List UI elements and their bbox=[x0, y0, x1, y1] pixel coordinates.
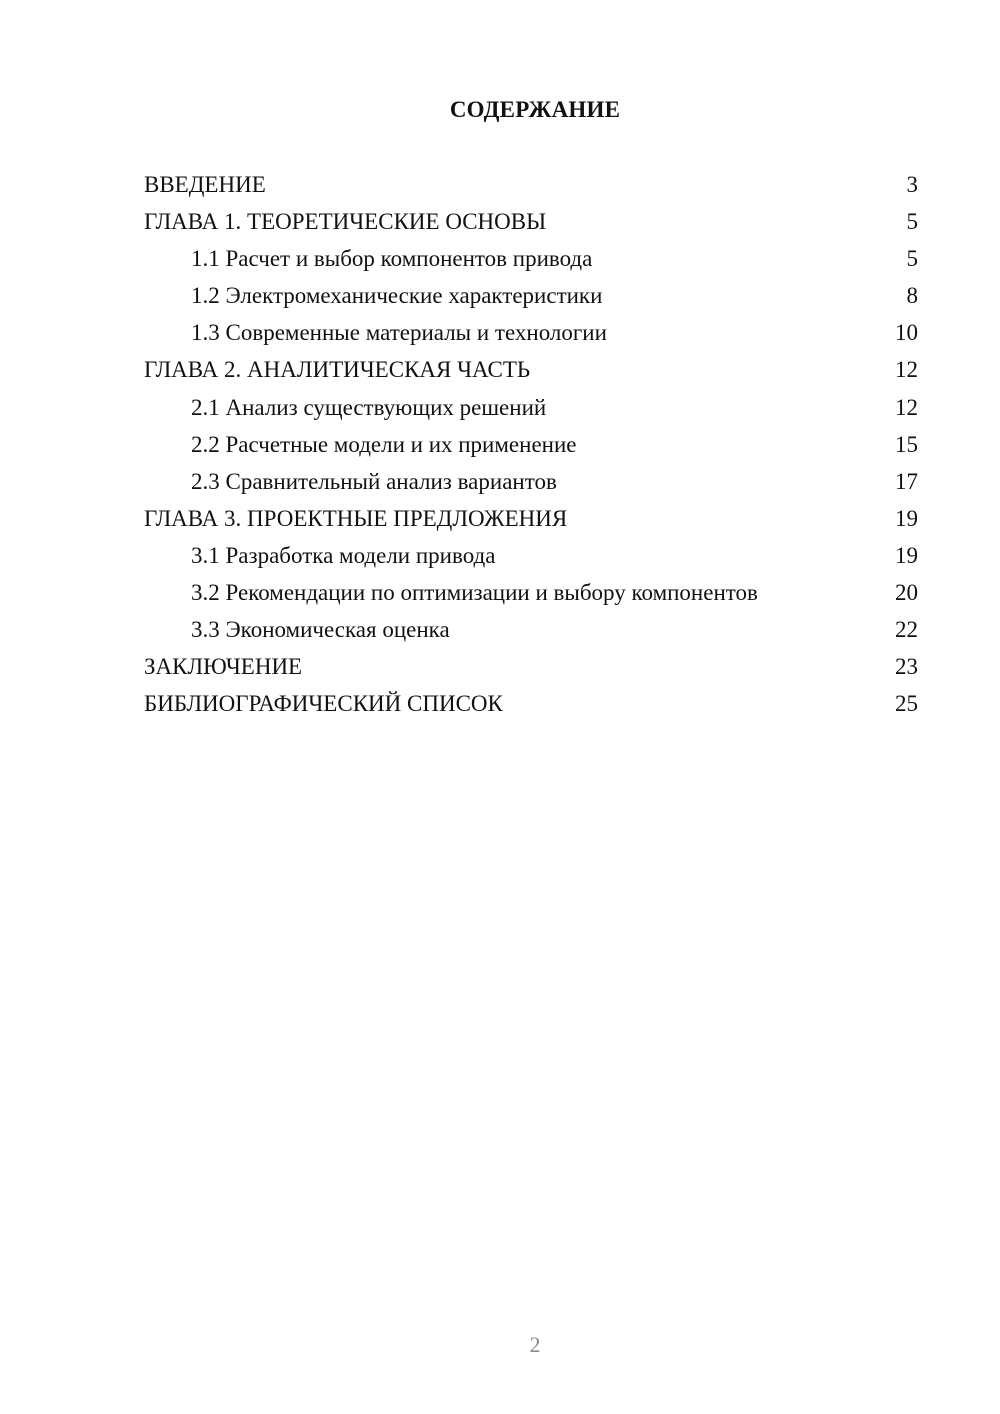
toc-entry-page: 17 bbox=[895, 468, 918, 494]
toc-entry-chapter-1 bbox=[144, 203, 920, 240]
toc-entry-page: 19 bbox=[895, 542, 918, 568]
toc-entry-page: 5 bbox=[906, 209, 918, 235]
toc-entry-title: ГЛАВА 2. АНАЛИТИЧЕСКАЯ ЧАСТЬ bbox=[144, 357, 531, 383]
toc-entry-section-2-1 bbox=[144, 389, 920, 426]
toc-entry-title: ВВЕДЕНИЕ bbox=[144, 172, 266, 197]
toc-entry-page: 5 bbox=[906, 246, 918, 272]
toc-entry-page: 19 bbox=[895, 505, 918, 531]
toc-entry-chapter-3 bbox=[144, 500, 920, 537]
toc-entry-section-1-3 bbox=[144, 314, 920, 351]
toc-entry-page: 12 bbox=[895, 357, 918, 383]
toc-entry-page: 22 bbox=[895, 617, 918, 643]
toc-entry-page: 20 bbox=[895, 580, 918, 606]
toc-entry-title: 1.2 Электромеханические характеристики bbox=[191, 283, 603, 309]
toc-entry-section-3-1 bbox=[144, 537, 920, 574]
toc-entry-page: 10 bbox=[895, 320, 918, 346]
toc-entry-page: 25 bbox=[895, 691, 918, 717]
toc-entry-title: 1.3 Современные материалы и технологии bbox=[191, 320, 607, 346]
toc-entry-section-1-1 bbox=[144, 240, 920, 277]
toc-entry-section-2-2 bbox=[144, 426, 920, 463]
toc-entry-page: 3 bbox=[906, 172, 918, 197]
table-of-contents bbox=[144, 166, 920, 722]
toc-entry-title: 3.1 Разработка модели привода bbox=[191, 542, 496, 568]
page-title: СОДЕРЖАНИЕ bbox=[449, 97, 621, 122]
toc-entry-bibliography bbox=[144, 685, 920, 722]
toc-entry-page: 8 bbox=[906, 283, 918, 309]
toc-entry-page: 23 bbox=[895, 654, 918, 680]
toc-entry-title: 3.2 Рекомендации по оптимизации и выбору компонентов bbox=[191, 580, 758, 606]
toc-entry-section-3-3 bbox=[144, 611, 920, 648]
toc-entry-introduction bbox=[144, 166, 920, 203]
page-number: 2 bbox=[529, 1332, 541, 1357]
toc-entry-title: ЗАКЛЮЧЕНИЕ bbox=[144, 654, 303, 680]
toc-entry-section-2-3 bbox=[144, 463, 920, 500]
toc-entry-section-1-2 bbox=[144, 277, 920, 314]
toc-entry-title: ГЛАВА 3. ПРОЕКТНЫЕ ПРЕДЛОЖЕНИЯ bbox=[144, 505, 568, 531]
toc-entry-title: 2.1 Анализ существующих решений bbox=[191, 394, 547, 420]
toc-entry-title: 2.3 Сравнительный анализ вариантов bbox=[191, 468, 557, 494]
toc-entry-title: БИБЛИОГРАФИЧЕСКИЙ СПИСОК bbox=[144, 691, 503, 717]
toc-entry-title: 2.2 Расчетные модели и их применение bbox=[191, 431, 577, 457]
toc-entry-page: 12 bbox=[895, 394, 918, 420]
toc-entry-title: 1.1 Расчет и выбор компонентов привода bbox=[191, 246, 593, 272]
toc-entry-page: 15 bbox=[895, 431, 918, 457]
toc-entry-title: 3.3 Экономическая оценка bbox=[191, 617, 450, 643]
toc-entry-chapter-2 bbox=[144, 351, 920, 388]
toc-entry-section-3-2 bbox=[144, 574, 920, 611]
toc-entry-conclusion bbox=[144, 648, 920, 685]
toc-entry-title: ГЛАВА 1. ТЕОРЕТИЧЕСКИЕ ОСНОВЫ bbox=[144, 209, 547, 235]
